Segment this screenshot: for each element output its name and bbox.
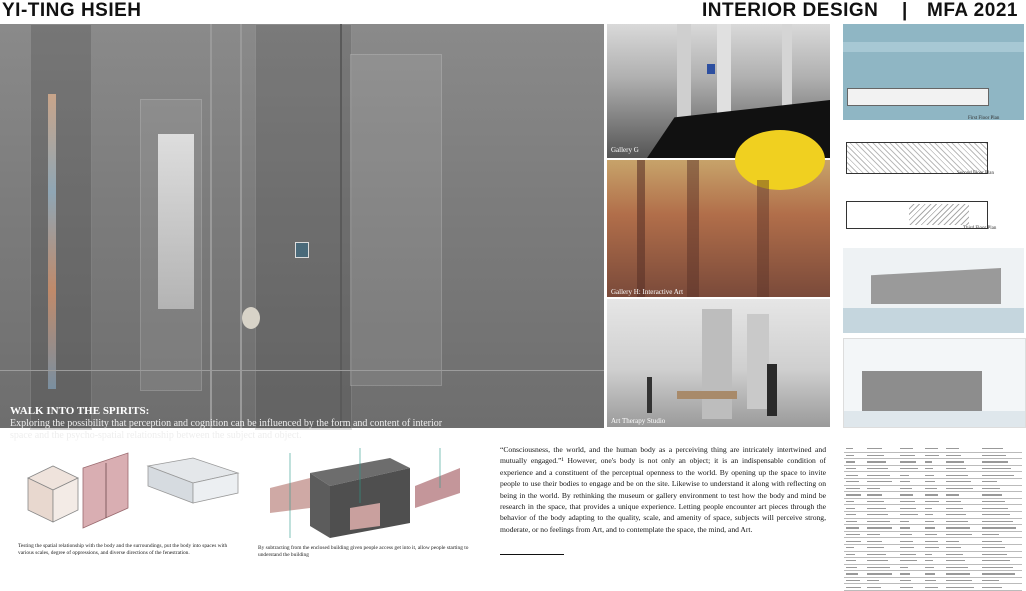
- table-cell: [923, 492, 944, 499]
- table-cell: [898, 459, 923, 466]
- table-cell: [944, 505, 980, 512]
- table-cell: [865, 478, 898, 485]
- table-cell: [844, 531, 865, 538]
- table-cell: [944, 518, 980, 525]
- table-cell: [844, 538, 865, 545]
- elevation-render: [843, 338, 1026, 428]
- table-cell: [980, 459, 1022, 466]
- pillar: [687, 160, 699, 297]
- subtraction-diagram: [250, 448, 476, 540]
- table-cell: [980, 465, 1022, 472]
- table-cell: [944, 492, 980, 499]
- table-cell: [865, 571, 898, 578]
- table-row: [844, 472, 1022, 479]
- table-cell: [844, 485, 865, 492]
- second-floor-plan: [846, 142, 988, 174]
- table-cell: [865, 498, 898, 505]
- table-cell: [980, 478, 1022, 485]
- table-cell: [898, 511, 923, 518]
- table-row: [844, 478, 1022, 485]
- table-cell: [844, 452, 865, 459]
- table-cell: [944, 511, 980, 518]
- table-cell: [844, 472, 865, 479]
- table-row: [844, 525, 1022, 532]
- column-line: [210, 24, 212, 428]
- sculpture-figure: [242, 307, 260, 329]
- table-cell: [865, 538, 898, 545]
- column-line: [340, 24, 342, 428]
- table-cell: [944, 478, 980, 485]
- pillar: [637, 160, 645, 297]
- table-cell: [923, 452, 944, 459]
- table-cell: [844, 511, 865, 518]
- table-cell: [865, 551, 898, 558]
- program-title: INTERIOR DESIGN: [702, 0, 879, 21]
- table-cell: [980, 577, 1022, 584]
- photo-art-therapy: [607, 299, 830, 427]
- table-cell: [865, 544, 898, 551]
- table-cell: [865, 485, 898, 492]
- designer-name: YI-TING HSIEH: [2, 0, 142, 21]
- table-cell: [944, 525, 980, 532]
- table-cell: [944, 538, 980, 545]
- table-cell: [898, 498, 923, 505]
- table-cell: [944, 472, 980, 479]
- building-extrusion: [270, 458, 460, 538]
- table-cell: [844, 525, 865, 532]
- table-cell: [865, 511, 898, 518]
- table-cell: [923, 485, 944, 492]
- small-artwork: [295, 242, 309, 258]
- table-row: [844, 564, 1022, 571]
- table-cell: [980, 518, 1022, 525]
- sun-light: [735, 130, 825, 190]
- third-floor-plan: [846, 201, 988, 229]
- table-cell: [944, 577, 980, 584]
- concept-essay: “Consciousness, the world, and the human body as a perceiving thing are intricately intertwined and mutually engaged.”¹ However, one's body is not only an object; it is an indispensable condition of experience and a constituent of the perceptual openness to the world. By opening up the space to invite people to use their bodies to engage and be on the site. Likewise to understand it along with reflecting on being in the world. By rethinking the museum or gallery environment to test how the body and mind be research in the space, that provides a unique experience. Letting people encounter art pieces through the behavior of the body adapting to the quality, scale, and amenity of space, subjects will perceive strong, moderate, or no feelings from Art, and to contemplate the space, the mind, and Art.: [500, 445, 826, 534]
- table-cell: [844, 571, 865, 578]
- stools: [677, 391, 737, 399]
- table-cell: [980, 564, 1022, 571]
- table-cell: [944, 465, 980, 472]
- floor-line: [0, 370, 604, 371]
- ground-plane: [843, 308, 1024, 333]
- table-cell: [923, 538, 944, 545]
- table-cell: [980, 538, 1022, 545]
- table-cell: [980, 492, 1022, 499]
- plan-label-third: Third Floor Plan: [963, 226, 997, 231]
- cube-diagram: [28, 466, 78, 522]
- table-cell: [898, 558, 923, 565]
- table-row: [844, 531, 1022, 538]
- table-cell: [980, 505, 1022, 512]
- table-cell: [898, 478, 923, 485]
- table-cell: [923, 525, 944, 532]
- table-cell: [898, 465, 923, 472]
- table-cell: [980, 551, 1022, 558]
- table-cell: [923, 498, 944, 505]
- table-cell: [923, 571, 944, 578]
- table-cell: [923, 531, 944, 538]
- table-cell: [865, 564, 898, 571]
- table-cell: [865, 518, 898, 525]
- table-cell: [898, 472, 923, 479]
- table-cell: [865, 492, 898, 499]
- table-cell: [865, 525, 898, 532]
- photo-caption: Art Therapy Studio: [611, 417, 666, 425]
- blue-sign: [707, 64, 715, 74]
- table-cell: [923, 459, 944, 466]
- table-cell: [923, 472, 944, 479]
- person: [767, 364, 777, 416]
- ground-plane: [844, 411, 1025, 427]
- table-cell: [944, 551, 980, 558]
- table-row: [844, 492, 1022, 499]
- table-cell: [944, 544, 980, 551]
- table-row: [844, 538, 1022, 545]
- table-cell: [923, 478, 944, 485]
- table-row: [844, 518, 1022, 525]
- table-cell: [944, 459, 980, 466]
- table-cell: [944, 452, 980, 459]
- footnote-rule: [500, 554, 564, 555]
- table-cell: [844, 558, 865, 565]
- table-cell: [844, 492, 865, 499]
- table-row: [844, 551, 1022, 558]
- pillar: [757, 180, 769, 297]
- table-cell: [844, 577, 865, 584]
- table-cell: [944, 558, 980, 565]
- table-cell: [898, 538, 923, 545]
- table-cell: [844, 465, 865, 472]
- table-cell: [980, 558, 1022, 565]
- table-row: [844, 558, 1022, 565]
- water-band: [843, 42, 1024, 52]
- plan-label-first: First Floor Plan: [968, 116, 1000, 121]
- table-row: [844, 452, 1022, 459]
- table-cell: [944, 584, 980, 591]
- table-cell: [923, 564, 944, 571]
- table-cell: [844, 518, 865, 525]
- person: [647, 377, 652, 413]
- table-cell: [980, 485, 1022, 492]
- table-cell: [898, 525, 923, 532]
- table-cell: [944, 531, 980, 538]
- header-separator: |: [902, 0, 908, 21]
- table-cell: [865, 472, 898, 479]
- degree-title: MFA 2021: [927, 0, 1018, 21]
- table-cell: [898, 584, 923, 591]
- table-cell: [844, 505, 865, 512]
- table-cell: [980, 511, 1022, 518]
- plan-label-second: Second Floor Plan: [957, 171, 994, 176]
- table-cell: [898, 564, 923, 571]
- table-cell: [980, 525, 1022, 532]
- art-strip: [48, 94, 56, 389]
- table-cell: [844, 584, 865, 591]
- table-cell: [865, 584, 898, 591]
- photo-caption: Gallery H: Interactive Art: [611, 288, 684, 296]
- table-cell: [898, 571, 923, 578]
- table-cell: [980, 584, 1022, 591]
- table-row: [844, 544, 1022, 551]
- building-elevation: [862, 371, 982, 411]
- table-cell: [844, 478, 865, 485]
- table-cell: [898, 505, 923, 512]
- column: [747, 314, 769, 409]
- table-cell: [865, 531, 898, 538]
- table-cell: [865, 452, 898, 459]
- table-cell: [898, 452, 923, 459]
- plan-outline: [847, 88, 989, 106]
- table-cell: [980, 498, 1022, 505]
- column-line: [240, 24, 242, 428]
- table-cell: [844, 544, 865, 551]
- lit-doorway: [158, 134, 194, 309]
- photo-caption: Gallery G: [611, 146, 639, 154]
- table-cell: [898, 492, 923, 499]
- table-cell: [865, 577, 898, 584]
- table-cell: [898, 551, 923, 558]
- plan-hatch: [909, 204, 969, 225]
- table-cell: [898, 518, 923, 525]
- table-cell: [923, 544, 944, 551]
- site-plan-map: [843, 24, 1024, 120]
- table-cell: [865, 558, 898, 565]
- table-cell: [980, 544, 1022, 551]
- table-cell: [898, 485, 923, 492]
- program-table-grid: [844, 446, 1022, 591]
- table-row: [844, 485, 1022, 492]
- table-cell: [980, 472, 1022, 479]
- column: [702, 309, 732, 419]
- table-cell: [923, 518, 944, 525]
- slab-diagram: [148, 458, 238, 503]
- table-cell: [923, 577, 944, 584]
- exterior-render: [843, 248, 1024, 333]
- hero-render: [0, 24, 604, 441]
- table-cell: [898, 544, 923, 551]
- table-cell: [844, 564, 865, 571]
- wall-diagram: [83, 453, 128, 528]
- hero-title: WALK INTO THE SPIRITS:: [10, 405, 150, 417]
- table-cell: [923, 511, 944, 518]
- glass-pane: [350, 54, 442, 386]
- table-cell: [844, 459, 865, 466]
- table-cell: [865, 459, 898, 466]
- table-cell: [923, 465, 944, 472]
- program-table: [844, 446, 1022, 572]
- diagram-caption-right: By subtracting from the enclosed building given people access get into it, allow people starting to understand the building: [258, 545, 469, 558]
- building-massing: [871, 268, 1001, 304]
- table-cell: [923, 558, 944, 565]
- table-cell: [944, 571, 980, 578]
- table-cell: [844, 498, 865, 505]
- spatial-test-diagrams: [8, 448, 244, 538]
- table-cell: [980, 452, 1022, 459]
- table-row: [844, 571, 1022, 578]
- table-row: [844, 577, 1022, 584]
- table-cell: [844, 551, 865, 558]
- table-cell: [944, 498, 980, 505]
- table-cell: [923, 584, 944, 591]
- table-cell: [923, 551, 944, 558]
- table-row: [844, 465, 1022, 472]
- table-row: [844, 459, 1022, 466]
- table-cell: [944, 485, 980, 492]
- table-row: [844, 498, 1022, 505]
- table-row: [844, 584, 1022, 591]
- table-cell: [898, 577, 923, 584]
- table-row: [844, 511, 1022, 518]
- table-cell: [944, 564, 980, 571]
- diagram-caption-left: Testing the spatial relationship with the body and the surroundings, put the body into spaces with various scales, degree of oppressions, and diverse directions of the fenestration.: [18, 543, 228, 556]
- table-row: [844, 505, 1022, 512]
- table-cell: [980, 571, 1022, 578]
- table-cell: [865, 505, 898, 512]
- table-cell: [865, 465, 898, 472]
- table-cell: [980, 531, 1022, 538]
- hero-description: Exploring the possibility that perception and cognition can be influenced by the form and content of interior space and the psycho-spatial relationship between the subject and object.: [10, 418, 443, 441]
- table-cell: [923, 505, 944, 512]
- photo-gallery-h: [607, 160, 830, 297]
- table-cell: [898, 531, 923, 538]
